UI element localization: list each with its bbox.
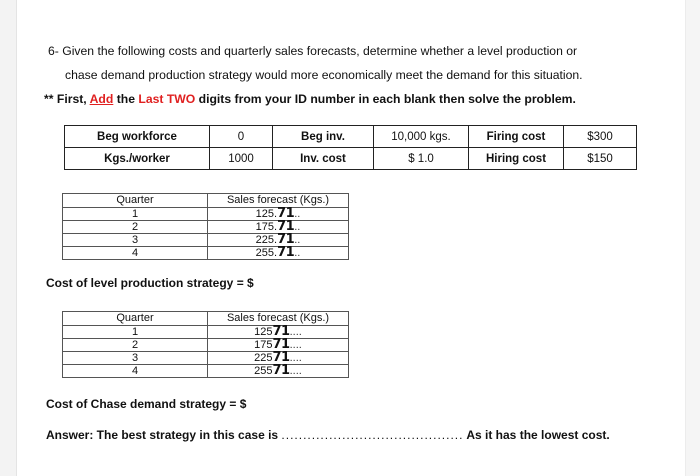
- table-row: [63, 208, 349, 221]
- quarter-cell: 2: [63, 339, 208, 352]
- handwritten-digits: 71: [272, 350, 290, 365]
- blank-dots: ..: [294, 208, 301, 220]
- table-row: [63, 234, 349, 247]
- handwritten-digits: 71: [272, 363, 290, 378]
- forecast-base: 255.: [255, 247, 278, 259]
- forecast-base: 175: [254, 339, 273, 351]
- table-header-row: [63, 194, 349, 208]
- table-row: [63, 365, 349, 378]
- forecast-base: 225.: [255, 234, 278, 246]
- quarter-cell: 1: [63, 326, 208, 339]
- quarter-cell: 3: [63, 352, 208, 365]
- handwritten-digits: 71: [272, 324, 290, 339]
- info-row: [65, 126, 637, 148]
- info-label: Beg workforce: [65, 126, 210, 148]
- note-rest: digits from your ID number in each blank then solve the problem.: [198, 92, 576, 106]
- answer-blank: ..........................................: [281, 428, 464, 442]
- forecast-base: 175.: [255, 221, 278, 233]
- instruction-note: [44, 92, 576, 106]
- forecast-cell: [208, 247, 349, 260]
- info-label: Hiring cost: [469, 148, 564, 170]
- info-row: [65, 148, 637, 170]
- quarter-cell: 4: [63, 365, 208, 378]
- forecast-base: 125: [254, 326, 273, 338]
- forecast-header: Sales forecast (Kgs.): [208, 194, 349, 208]
- table-row: [63, 247, 349, 260]
- info-label: Inv. cost: [273, 148, 374, 170]
- table-row: [63, 352, 349, 365]
- blank-dots: ....: [289, 365, 302, 377]
- info-value: $ 1.0: [374, 148, 469, 170]
- info-label: Kgs./worker: [65, 148, 210, 170]
- table-header-row: [63, 312, 349, 326]
- blank-dots: ..: [294, 247, 301, 259]
- note-prefix: ** First,: [44, 92, 87, 106]
- quarter-cell: 3: [63, 234, 208, 247]
- level-cost-label: Cost of level production strategy = $: [46, 276, 254, 290]
- handwritten-digits: 71: [277, 206, 295, 221]
- info-label: Beg inv.: [273, 126, 374, 148]
- info-value: $150: [564, 148, 637, 170]
- answer-line: [46, 428, 610, 442]
- blank-dots: ....: [289, 352, 302, 364]
- forecast-base: 125.: [255, 208, 278, 220]
- note-last-two: Last TWO: [138, 92, 196, 106]
- table-row: [63, 221, 349, 234]
- quarter-header: Quarter: [63, 312, 208, 326]
- question-line-2: [65, 68, 583, 82]
- answer-prefix: Answer: The best strategy in this case is: [46, 428, 279, 442]
- level-forecast-table: [62, 193, 349, 260]
- blank-dots: ....: [289, 326, 302, 338]
- note-the: the: [116, 92, 135, 106]
- blank-dots: ..: [294, 234, 301, 246]
- question-line-1: [48, 44, 577, 58]
- cost-info-table: [64, 125, 637, 170]
- question-text-1: Given the following costs and quarterly sales forecasts, determine whether a level production or: [62, 44, 578, 58]
- blank-dots: ..: [294, 221, 301, 233]
- answer-suffix: As it has the lowest cost.: [466, 428, 610, 442]
- page-left-edge: [0, 0, 17, 476]
- forecast-base: 255: [254, 365, 273, 377]
- handwritten-digits: 71: [277, 245, 295, 260]
- blank-dots: ....: [289, 339, 302, 351]
- chase-forecast-table: [62, 311, 349, 378]
- info-label: Firing cost: [469, 126, 564, 148]
- handwritten-digits: 71: [277, 232, 295, 247]
- info-value: 0: [210, 126, 273, 148]
- chase-cost-label: Cost of Chase demand strategy = $: [46, 397, 247, 411]
- info-value: $300: [564, 126, 637, 148]
- question-text-2: chase demand production strategy would more economically meet the demand for this situation.: [65, 68, 583, 82]
- quarter-cell: 2: [63, 221, 208, 234]
- table-row: [63, 326, 349, 339]
- forecast-header: Sales forecast (Kgs.): [208, 312, 349, 326]
- table-row: [63, 339, 349, 352]
- quarter-header: Quarter: [63, 194, 208, 208]
- forecast-cell: [208, 365, 349, 378]
- forecast-base: 225: [254, 352, 273, 364]
- handwritten-digits: 71: [272, 337, 290, 352]
- info-value: 1000: [210, 148, 273, 170]
- quarter-cell: 4: [63, 247, 208, 260]
- page-right-edge: [685, 0, 700, 476]
- question-number: 6-: [48, 44, 59, 58]
- handwritten-digits: 71: [277, 219, 295, 234]
- quarter-cell: 1: [63, 208, 208, 221]
- info-value: 10,000 kgs.: [374, 126, 469, 148]
- note-add: Add: [89, 92, 114, 106]
